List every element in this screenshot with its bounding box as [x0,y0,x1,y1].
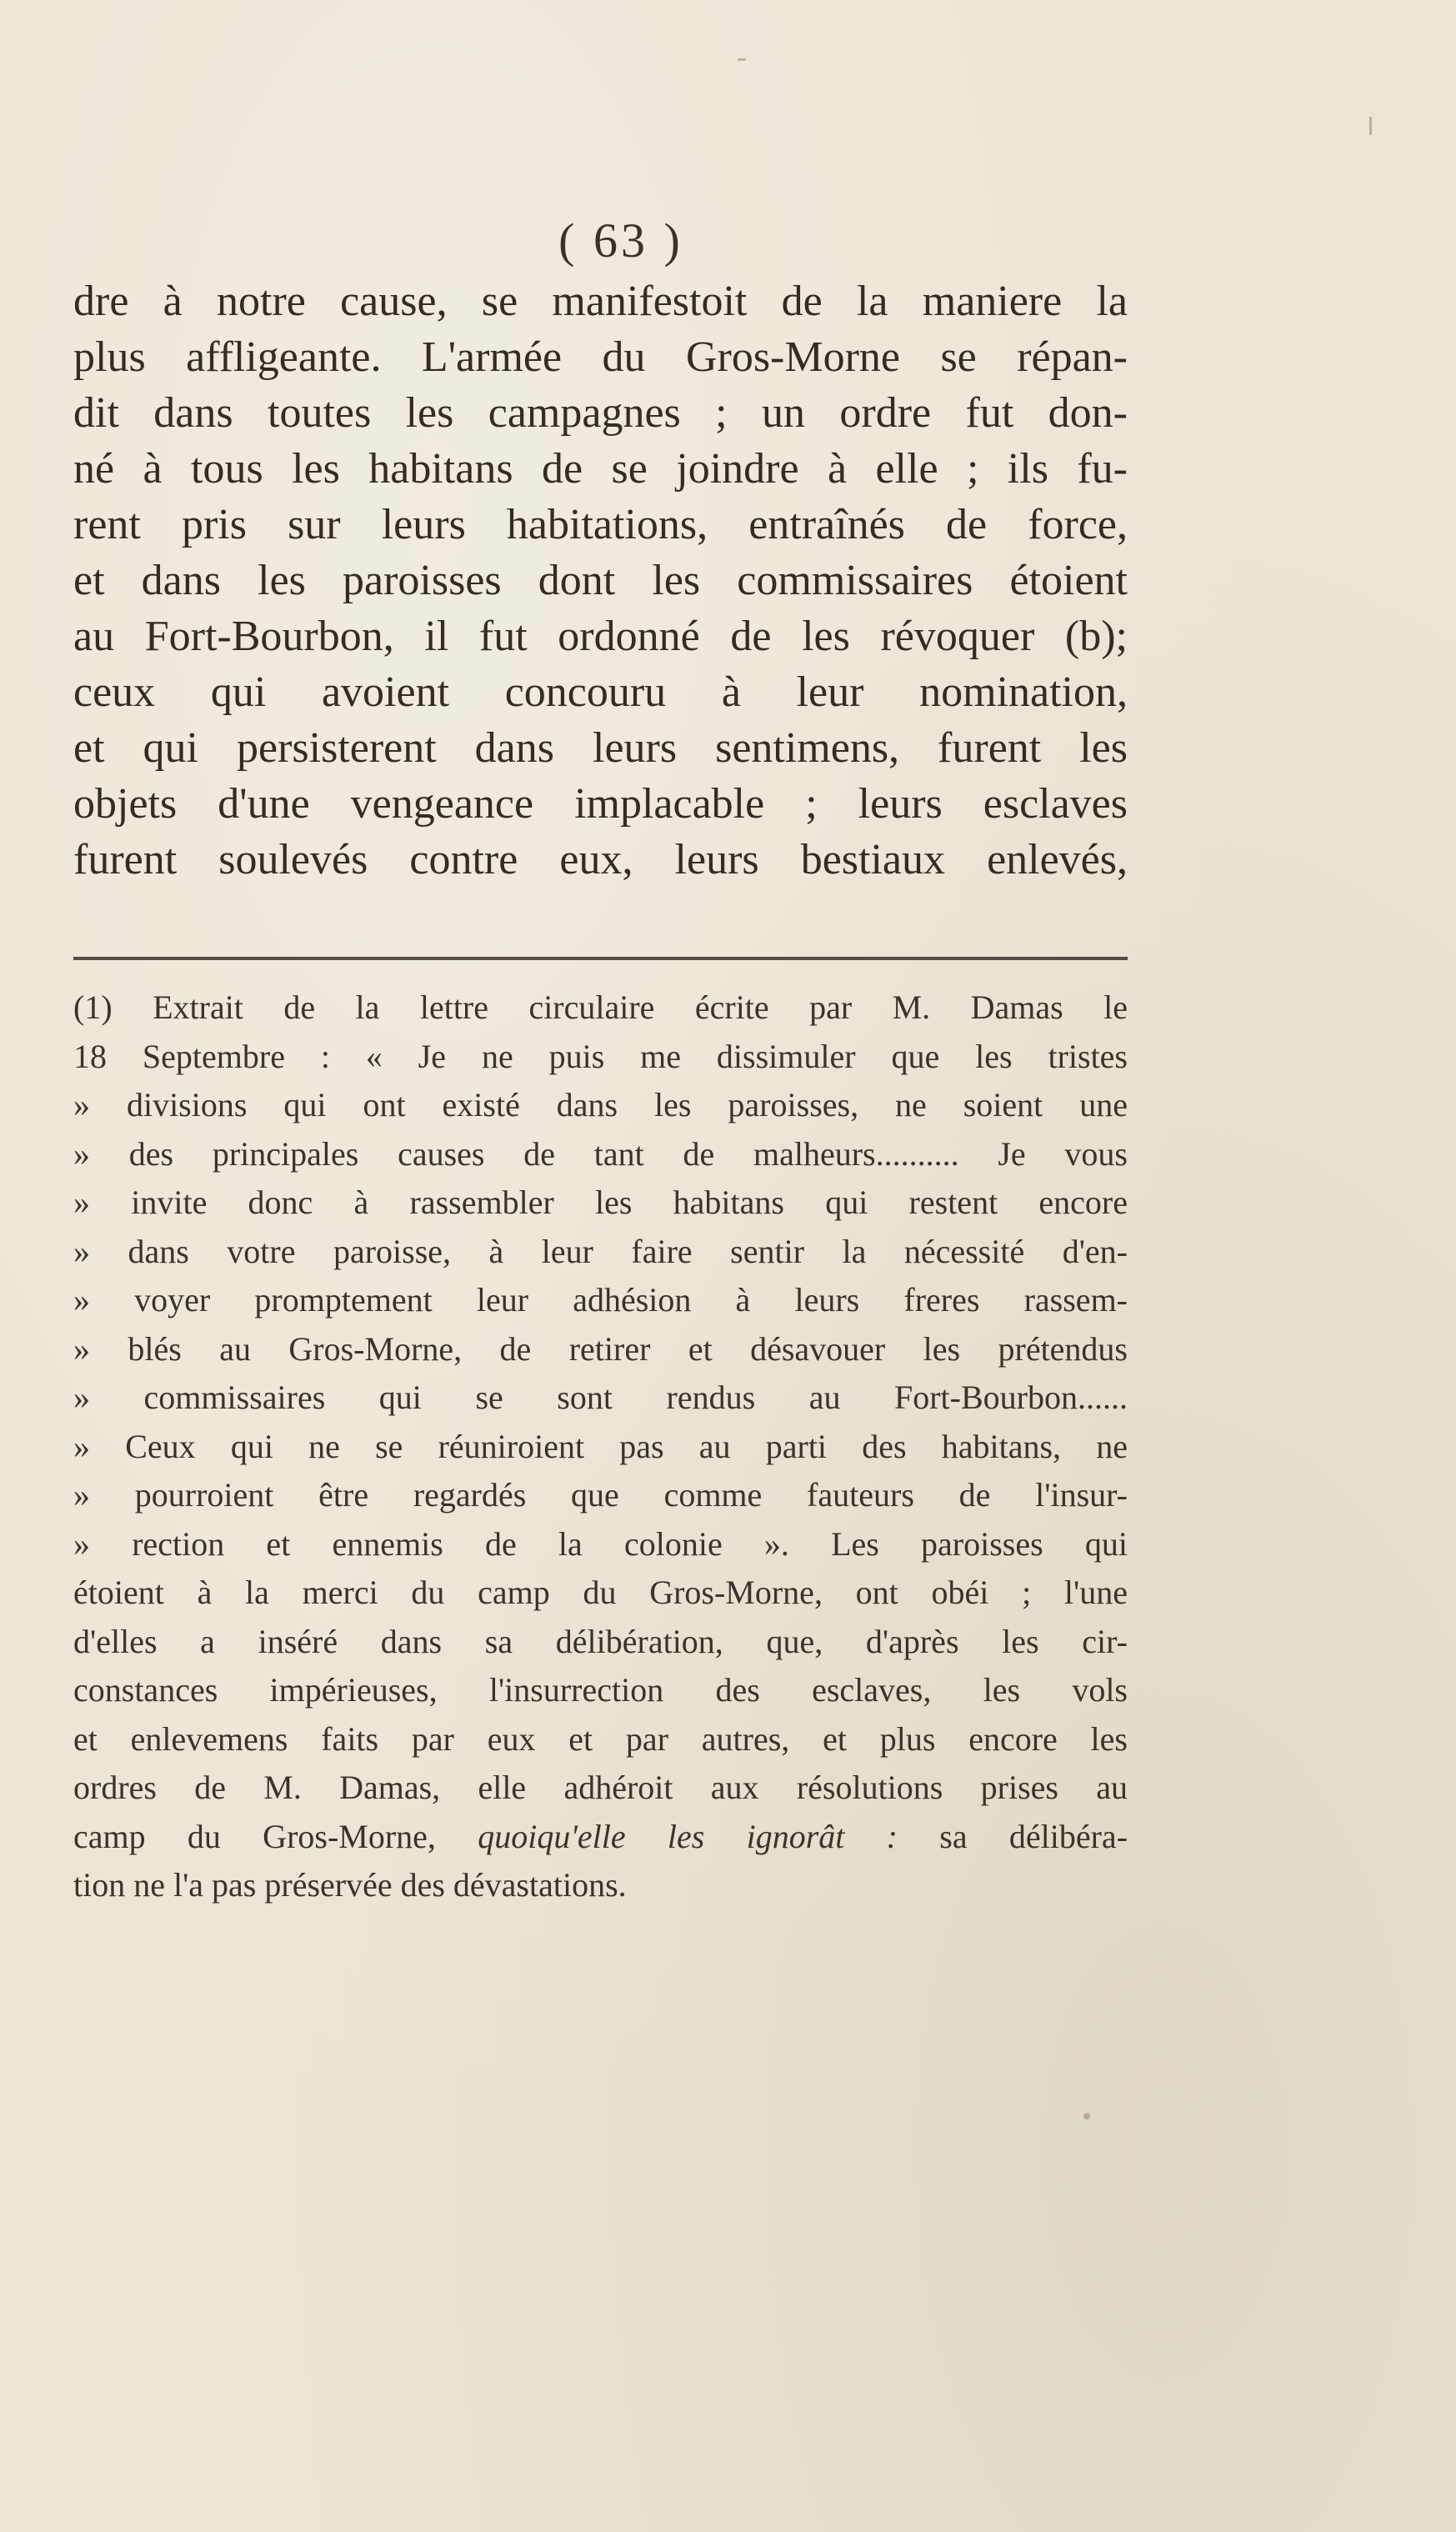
main-text-block [73,273,1128,888]
main-text-line: dre à notre cause, se manifestoit de la maniere la [73,278,1128,325]
page-number: ( 63 ) [558,213,683,268]
footnote-line: (1) Extrait de la lettre circulaire écrite par M. Damas le [73,988,1128,1026]
page-speck [738,58,746,61]
main-text-line: objets d'une vengeance implacable ; leurs esclaves [73,780,1128,828]
page-speck [1083,2113,1090,2119]
main-text-line: au Fort-Bourbon, il fut ordonné de les révoquer (b); [73,613,1128,660]
footnote-line: » blés au Gros-Morne, de retirer et désavouer les prétendus [73,1329,1128,1368]
footnote-line: » rection et ennemis de la colonie ». Les paroisses qui [73,1524,1128,1563]
main-text-line: né à tous les habitans de se joindre à elle ; ils fu- [73,445,1128,493]
footnote-line: constances impérieuses, l'insurrection des esclaves, les vols [73,1671,1128,1709]
footnote-line-mixed [73,1813,1128,1862]
footnote-line: d'elles a inséré dans sa délibération, que, d'après les cir- [73,1622,1128,1660]
main-text-line: plus affligeante. L'armée du Gros-Morne se répan- [73,333,1128,381]
main-text-line: et qui persisterent dans leurs sentimens, furent les [73,724,1128,772]
footnote-line: et enlevemens faits par eux et par autres, et plus encore les [73,1719,1128,1758]
footnote-line: ordres de M. Damas, elle adhéroit aux résolutions prises au [73,1769,1128,1806]
footnote-line: » des principales causes de tant de malheurs.......... Je vous [73,1134,1128,1173]
footnote-line: étoient à la merci du camp du Gros-Morne, ont obéi ; l'une [73,1574,1128,1611]
page-speck [1369,117,1372,135]
main-text-line: rent pris sur leurs habitations, entraînés de force, [73,501,1128,548]
main-text-line: et dans les paroisses dont les commissaires étoient [73,557,1128,604]
footnote-line: » Ceux qui ne se réuniroient pas au parti des habitans, ne [73,1427,1128,1465]
main-text-line: ceux qui avoient concouru à leur nomination, [73,668,1128,716]
footnote-line: » voyer promptement leur adhésion à leurs freres rassem- [73,1281,1128,1319]
footnote-line: 18 Septembre : « Je ne puis me dissimuler que les tristes [73,1037,1128,1075]
footnote-line: tion ne l'a pas préservée des dévastations. [73,1866,627,1904]
footnote-italic-text: quoiqu'elle les ignorât : [478,1817,898,1855]
footnote-block [73,983,1128,1910]
footnote-line: » invite donc à rassembler les habitans qui restent encore [73,1183,1128,1221]
footnote-line: » divisions qui ont existé dans les paroisses, ne soient une [73,1086,1128,1123]
footnote-divider [73,957,1128,960]
footnote-line: » commissaires qui se sont rendus au Fort-Bourbon...... [73,1379,1128,1416]
main-text-line: dit dans toutes les campagnes ; un ordre fut don- [73,389,1128,437]
footnote-line: » dans votre paroisse, à leur faire sentir la nécessité d'en- [73,1232,1128,1270]
footnote-line: » pourroient être regardés que comme fauteurs de l'insur- [73,1476,1128,1514]
footnote-text: sa délibéra- [939,1817,1128,1855]
main-text-line: furent soulevés contre eux, leurs bestiaux enlevés, [73,836,1128,883]
footnote-text: camp du Gros-Morne, [73,1817,436,1855]
